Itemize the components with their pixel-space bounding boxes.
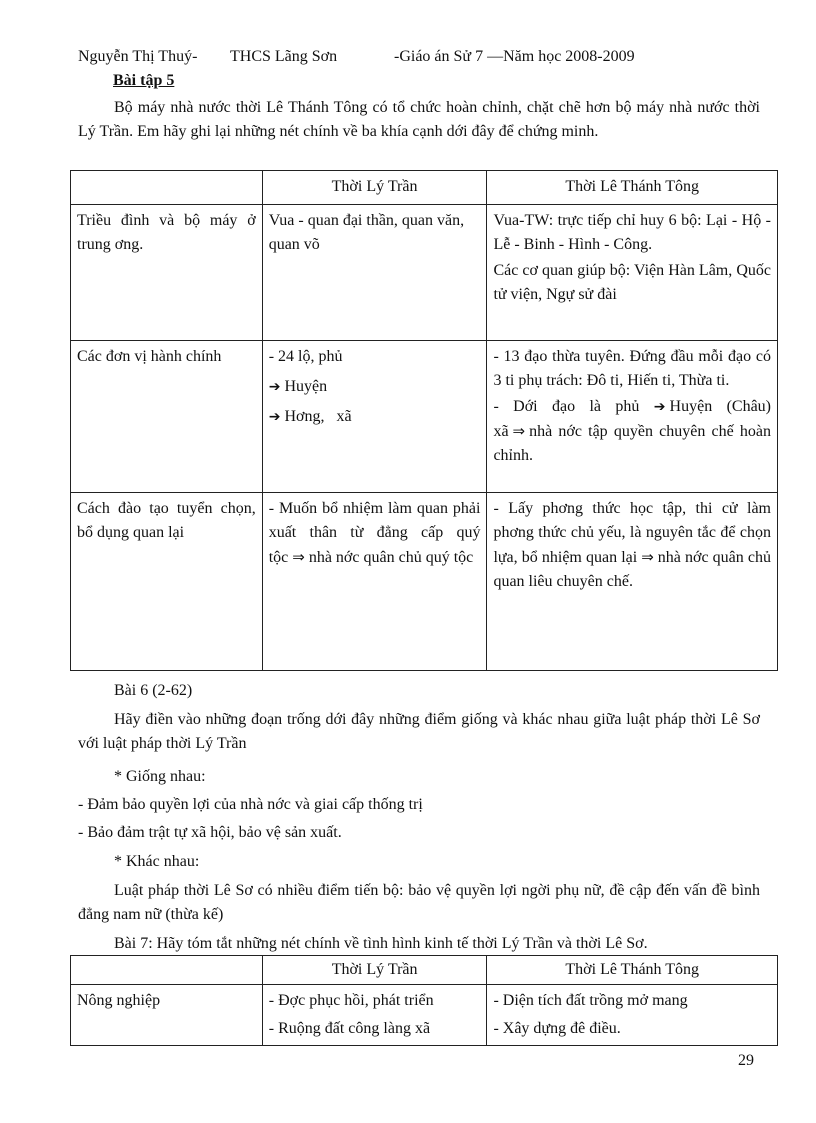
table-row bbox=[71, 985, 778, 1046]
cell-text bbox=[493, 497, 771, 594]
cell-recruitment-ly-tran bbox=[262, 493, 487, 671]
column-header-le-thanh-tong: Thời Lê Thánh Tông bbox=[487, 171, 778, 205]
similarity-item: - Đảm bảo quyền lợi của nhà nớc và giai cấp thống trị bbox=[78, 796, 423, 813]
similarity-item: - Bảo đảm trật tự xã hội, bảo vệ sản xuất. bbox=[78, 824, 342, 841]
right-arrow-icon: ➔ bbox=[268, 379, 281, 395]
cell-court-le bbox=[487, 205, 778, 341]
cell-text-part: - Muốn bổ nhiệm làm quan phải xuất thân từ đẳng cấp quý tộc bbox=[268, 500, 481, 566]
cell-admin-le bbox=[487, 341, 778, 493]
page-header bbox=[78, 48, 768, 66]
header-school: THCS Lãng Sơn bbox=[230, 48, 338, 65]
table-header-row bbox=[71, 171, 778, 205]
cell-text bbox=[493, 395, 771, 468]
right-arrow-icon: ➔ bbox=[653, 399, 666, 415]
header-author: Nguyễn Thị Thuý- bbox=[78, 48, 198, 65]
cell-text-part: nhà nớc quân chủ quan liêu chuyên chế. bbox=[493, 549, 771, 590]
page-number: 29 bbox=[738, 1052, 754, 1069]
right-arrow-icon: ➔ bbox=[268, 409, 281, 425]
cell-recruitment-le bbox=[487, 493, 778, 671]
table-row bbox=[71, 341, 778, 493]
column-header-le-thanh-tong: Thời Lê Thánh Tông bbox=[487, 956, 778, 985]
cell-text-part: - Dới đạo là phủ bbox=[493, 398, 640, 415]
exercise-7-table bbox=[70, 955, 778, 1046]
table-header-row bbox=[71, 956, 778, 985]
row-label-admin-units: Các đơn vị hành chính bbox=[71, 341, 263, 493]
cell-text-part: nhà nớc tập quyền chuyên chế hoàn chỉnh. bbox=[493, 423, 771, 464]
double-arrow-icon: ⇒ bbox=[512, 422, 526, 440]
differences-heading: * Khác nhau: bbox=[114, 853, 200, 870]
differences-text: Luật pháp thời Lê Sơ có nhiều điểm tiến bộ: bảo vệ quyền lợi ngời phụ nữ, đề cập đến vấn đề bình đẳng nam nữ (thừa kế) bbox=[78, 882, 760, 923]
cell-text-part: nhà nớc quân chủ quý tộc bbox=[308, 549, 474, 566]
cell-text: Vua-TW: trực tiếp chỉ huy 6 bộ: Lại - Hộ - Lễ - Binh - Hình - Công. bbox=[493, 212, 771, 253]
exercise-7-prompt: Bài 7: Hãy tóm tắt những nét chính về tình hình kinh tế thời Lý Trần và thời Lê Sơ. bbox=[114, 935, 648, 952]
table-cell-empty bbox=[71, 171, 263, 205]
row-label-recruitment: Cách đào tạo tuyển chọn, bổ dụng quan lại bbox=[71, 493, 263, 671]
exercise-6-title: Bài 6 (2-62) bbox=[114, 682, 193, 699]
cell-text: Huyện bbox=[284, 378, 328, 395]
header-course: -Giáo án Sử 7 —Năm học 2008-2009 bbox=[394, 48, 635, 65]
exercise-6-prompt: Hãy điền vào những đoạn trống dới đây những điểm giống và khác nhau giữa luật pháp thời Lê Sơ với luật pháp thời Lý Trần bbox=[78, 711, 760, 752]
column-header-ly-tran: Thời Lý Trần bbox=[262, 171, 487, 205]
cell-text: - 13 đạo thừa tuyên. Đứng đầu mỗi đạo có 3 ti phụ trách: Đô ti, Hiến ti, Thừa ti. bbox=[493, 348, 771, 389]
table-row bbox=[71, 493, 778, 671]
exercise-5-table bbox=[70, 170, 778, 671]
cell-admin-ly-tran bbox=[262, 341, 487, 493]
list-item bbox=[269, 375, 481, 399]
cell-text-part: - Lấy phơng thức học tập, thi cử làm phơng thức chủ yếu, là nguyên tắc để chọn lựa, bổ nhiệm quan lại bbox=[493, 500, 771, 566]
table-cell-empty bbox=[71, 956, 263, 985]
cell-text: Các cơ quan giúp bộ: Viện Hàn Lâm, Quốc tử viện, Ngự sử đài bbox=[493, 262, 771, 303]
cell-text: - Ruộng đất công làng xã bbox=[268, 1020, 431, 1037]
exercise-5-intro: Bộ máy nhà nước thời Lê Thánh Tông có tổ chức hoàn chỉnh, chặt chẽ hơn bộ máy nhà nước thời Lý Trần. Em hãy ghi lại những nét chính về ba khía cạnh dới đây để chứng minh. bbox=[78, 99, 760, 140]
cell-court-ly-tran: Vua - quan đại thần, quan văn, quan võ bbox=[262, 205, 487, 341]
similarities-heading: * Giống nhau: bbox=[114, 768, 206, 785]
cell-text: - Diện tích đất trồng mở mang bbox=[493, 992, 688, 1009]
cell-text: Hơng, xã bbox=[284, 408, 352, 425]
double-arrow-icon: ⇒ bbox=[641, 548, 654, 566]
row-label-court: Triều đình và bộ máy ở trung ơng. bbox=[71, 205, 263, 341]
cell-text-part: Huyện (Châu) xã bbox=[493, 398, 771, 440]
cell-text bbox=[269, 497, 481, 570]
cell-agriculture-ly-tran bbox=[262, 985, 487, 1046]
cell-agriculture-le bbox=[487, 985, 778, 1046]
cell-text: - Đợc phục hồi, phát triển bbox=[268, 992, 434, 1009]
double-arrow-icon: ⇒ bbox=[292, 548, 305, 566]
exercise-5-title: Bài tập 5 bbox=[113, 72, 175, 89]
cell-text: - 24 lộ, phủ bbox=[268, 348, 343, 365]
column-header-ly-tran: Thời Lý Trần bbox=[262, 956, 487, 985]
row-label-agriculture: Nông nghiệp bbox=[71, 985, 263, 1046]
cell-text: - Xây dựng đê điều. bbox=[493, 1020, 621, 1037]
table-row bbox=[71, 205, 778, 341]
list-item bbox=[269, 405, 481, 429]
